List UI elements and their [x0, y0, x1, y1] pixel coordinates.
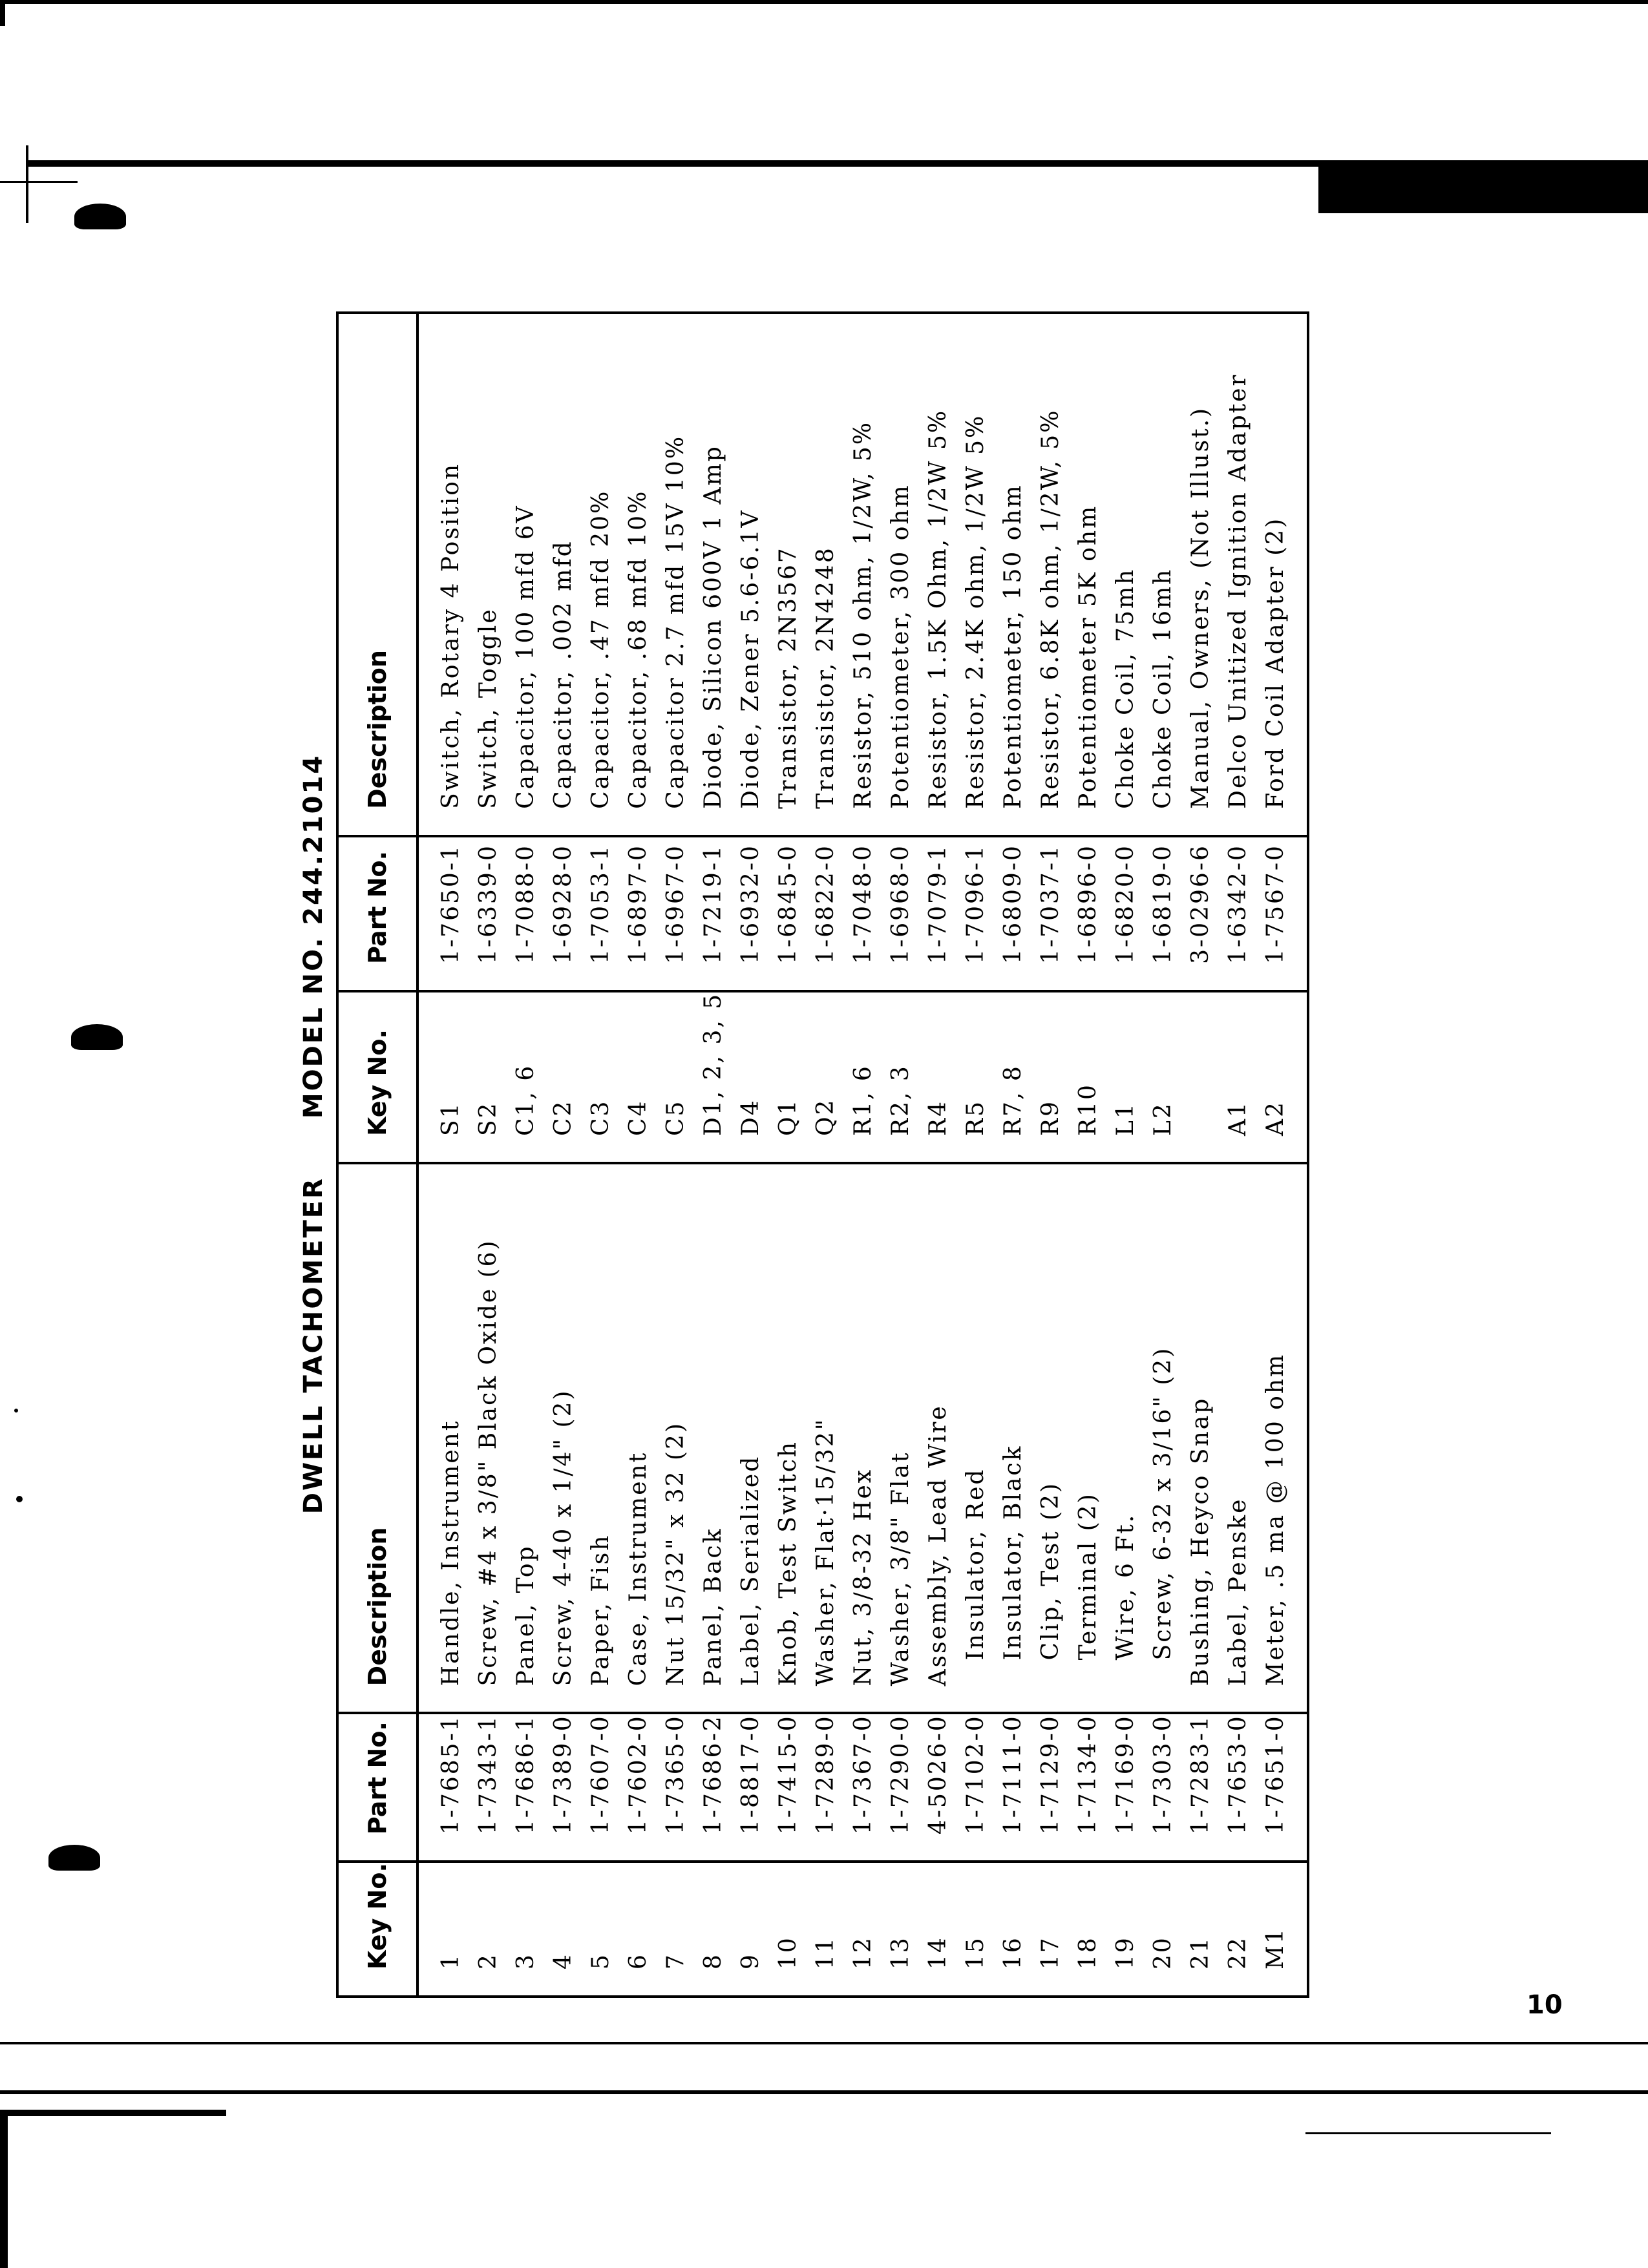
table-row	[1181, 313, 1219, 1163]
cell-part-no: 1-7653-0	[1219, 1713, 1256, 1862]
cell-key-no: R5	[956, 991, 994, 1163]
cell-description: Switch, Rotary 4 Position	[417, 313, 469, 836]
cell-part-no: 1-7283-1	[1181, 1713, 1219, 1862]
cell-part-no: 1-6342-0	[1219, 836, 1256, 991]
table-row	[469, 313, 507, 1163]
cell-key-no: Q2	[807, 991, 844, 1163]
cell-description: Handle, Instrument	[417, 1164, 469, 1713]
cell-key-no: R10	[1069, 991, 1106, 1163]
cell-description: Choke Coil, 75mh	[1106, 313, 1144, 836]
cell-key-no: S2	[469, 991, 507, 1163]
cell-part-no: 4-5026-0	[919, 1713, 956, 1862]
cell-key-no: R2, 3	[882, 991, 919, 1163]
cell-description: Resistor, 1.5K Ohm, 1/2W 5%	[919, 313, 956, 836]
title-left: DWELL TACHOMETER	[299, 1177, 328, 1515]
cell-description: Knob, Test Switch	[769, 1164, 807, 1713]
table-row	[507, 1164, 544, 1997]
cell-description	[1106, 1164, 1144, 1713]
cell-description	[1069, 1164, 1106, 1713]
cell-part-no: 1-7650-1	[417, 836, 469, 991]
table-row	[956, 313, 994, 1163]
cell-part-no: 1-7365-0	[657, 1713, 694, 1862]
cell-key-no	[1181, 991, 1219, 1163]
cell-part-no: 1-7567-0	[1256, 836, 1308, 991]
cell-part-no: 1-7389-0	[544, 1713, 582, 1862]
header-description: Description	[337, 313, 417, 836]
table-row	[1069, 313, 1106, 1163]
cell-description	[1144, 1164, 1181, 1713]
table-row	[619, 1164, 657, 1997]
cell-part-no: 1-7290-0	[882, 1713, 919, 1862]
cell-part-no: 1-7343-1	[469, 1713, 507, 1862]
table-row	[1144, 313, 1181, 1163]
table-row	[844, 1164, 882, 1997]
header-key-no: Key No.	[337, 1862, 417, 1997]
table-row	[956, 1164, 994, 1997]
table-row	[919, 313, 956, 1163]
cell-part-no: 1-7289-0	[807, 1713, 844, 1862]
cell-description: Label, Penske	[1219, 1164, 1256, 1713]
page-number: 10	[1527, 1990, 1563, 2020]
table-row	[1219, 313, 1256, 1163]
cell-key-no: A2	[1256, 991, 1308, 1163]
cell-part-no: 1-6822-0	[807, 836, 844, 991]
cell-part-no: 1-7134-0	[1069, 1713, 1106, 1862]
cell-description-text: Clip, Test (2)	[1037, 1481, 1064, 1661]
cell-key-no: C4	[619, 991, 657, 1163]
table-row	[544, 313, 582, 1163]
cell-key-no: 12	[849, 1936, 876, 1969]
parts-table-left	[336, 1164, 1309, 1998]
cell-description	[1031, 1164, 1069, 1713]
cell-key-no: R4	[919, 991, 956, 1163]
cell-description: Potentiometer, 150 ohm	[994, 313, 1031, 836]
cell-part-no: 1-6928-0	[544, 836, 582, 991]
cell-part-no: 1-6896-0	[1069, 836, 1106, 991]
cell-key-no: L2	[1144, 991, 1181, 1163]
table-row	[1106, 1164, 1144, 1997]
table-row	[417, 313, 469, 1163]
cell-key-no: S1	[417, 991, 469, 1163]
cell-part-no: 1-6819-0	[1144, 836, 1181, 991]
cell-key-no: C1, 6	[507, 991, 544, 1163]
cell-part-no: 1-7111-0	[994, 1713, 1031, 1862]
cell-part-no: 1-7037-1	[1031, 836, 1069, 991]
cell-key-no: C3	[582, 991, 619, 1163]
cell-part-no: 1-6820-0	[1106, 836, 1144, 991]
cell-description: Delco Unitized Ignition Adapter	[1219, 313, 1256, 836]
cell-description: Resistor, 6.8K ohm, 1/2W, 5%	[1031, 313, 1069, 836]
cell-description: Diode, Silicon 600V 1 Amp	[694, 313, 732, 836]
cell-key-no: 13	[887, 1936, 914, 1969]
cell-description: Capacitor, .002 mfd	[544, 313, 582, 836]
cell-part-no: 1-7607-0	[582, 1713, 619, 1862]
cell-key-no: 21	[1187, 1936, 1214, 1969]
cell-key-no: 9	[737, 1953, 764, 1969]
cell-part-no: 1-7048-0	[844, 836, 882, 991]
table-row	[807, 1164, 844, 1997]
cell-part-no: 3-0296-6	[1181, 836, 1219, 991]
table-row	[1219, 1164, 1256, 1997]
cell-part-no: 1-6845-0	[769, 836, 807, 991]
cell-key-no: 1	[437, 1953, 464, 1969]
cell-key-no: 14	[924, 1936, 951, 1969]
table-row	[882, 1164, 919, 1997]
cell-key-no: M1	[1262, 1927, 1289, 1969]
header-key-no: Key No.	[337, 991, 417, 1163]
cell-key-no: R7, 8	[994, 991, 1031, 1163]
table-row	[694, 313, 732, 1163]
cell-key-no: 18	[1074, 1936, 1101, 1969]
cell-description: Panel, Top	[507, 1164, 544, 1713]
table-row	[769, 1164, 807, 1997]
cell-description: Meter, .5 ma @ 100 ohm	[1256, 1164, 1308, 1713]
cell-description: Choke Coil, 16mh	[1144, 313, 1181, 836]
table-row	[732, 313, 769, 1163]
cell-part-no: 1-7079-1	[919, 836, 956, 991]
cell-description: Case, Instrument	[619, 1164, 657, 1713]
table-row	[994, 1164, 1031, 1997]
cell-description: Panel, Back	[694, 1164, 732, 1713]
table-row	[619, 313, 657, 1163]
cell-part-no: 1-7169-0	[1106, 1713, 1144, 1862]
cell-key-no: R9	[1031, 991, 1069, 1163]
cell-key-no: R1, 6	[844, 991, 882, 1163]
table-row	[1031, 313, 1069, 1163]
cell-part-no: 1-6339-0	[469, 836, 507, 991]
cell-key-no: 3	[512, 1953, 539, 1969]
table-row	[1106, 313, 1144, 1163]
cell-key-no: L1	[1106, 991, 1144, 1163]
cell-key-no: D1, 2, 3, 5	[694, 991, 732, 1163]
table-row	[544, 1164, 582, 1997]
cell-description: Washer, 3/8" Flat	[882, 1164, 919, 1713]
cell-part-no: 1-7219-1	[694, 836, 732, 991]
header-part-no: Part No.	[337, 1713, 417, 1862]
cell-description-text: Terminal (2)	[1074, 1492, 1101, 1661]
cell-key-no: 11	[812, 1936, 839, 1969]
cell-description: Manual, Owners, (Not Illust.)	[1181, 313, 1219, 836]
cell-key-no: 22	[1224, 1936, 1251, 1969]
cell-part-no: 1-6967-0	[657, 836, 694, 991]
table-row	[919, 1164, 956, 1997]
cell-description: Resistor, 2.4K ohm, 1/2W 5%	[956, 313, 994, 836]
cell-key-no: 7	[662, 1953, 689, 1969]
cell-key-no: 8	[699, 1953, 726, 1969]
cell-key-no: C5	[657, 991, 694, 1163]
parts-table-right	[336, 311, 1309, 1164]
cell-key-no: 5	[587, 1953, 614, 1969]
cell-description: Capacitor, 100 mfd 6V	[507, 313, 544, 836]
cell-description: Washer, Flat·15/32"	[807, 1164, 844, 1713]
cell-part-no: 1-7685-1	[417, 1713, 469, 1862]
cell-description: Label, Serialized	[732, 1164, 769, 1713]
cell-key-no: 2	[474, 1953, 502, 1969]
cell-key-no: 19	[1112, 1936, 1139, 1969]
cell-description-text: Insulator, Red	[962, 1467, 989, 1661]
cell-part-no: 1-7129-0	[1031, 1713, 1069, 1862]
table-row	[582, 313, 619, 1163]
cell-description: Nut 15/32" x 32 (2)	[657, 1164, 694, 1713]
cell-part-no: 1-6968-0	[882, 836, 919, 991]
cell-key-no: D4	[732, 991, 769, 1163]
table-row	[769, 313, 807, 1163]
cell-key-no: 6	[624, 1953, 651, 1969]
cell-description: Capacitor, .47 mfd 20%	[582, 313, 619, 836]
cell-description: Nut, 3/8-32 Hex	[844, 1164, 882, 1713]
cell-description-text: Screw, 6-32 x 3/16" (2)	[1149, 1346, 1176, 1661]
table-row	[1256, 313, 1308, 1163]
cell-part-no: 1-7303-0	[1144, 1713, 1181, 1862]
cell-key-no: A1	[1219, 991, 1256, 1163]
title-right: MODEL NO. 244.21014	[299, 753, 328, 1119]
cell-description: Assembly, Lead Wire	[919, 1164, 956, 1713]
cell-part-no: 1-7686-2	[694, 1713, 732, 1862]
cell-part-no: 1-7096-1	[956, 836, 994, 991]
cell-description	[994, 1164, 1031, 1713]
table-row	[1256, 1164, 1308, 1997]
table-row	[1144, 1164, 1181, 1997]
cell-key-no: C2	[544, 991, 582, 1163]
cell-part-no: 1-8817-0	[732, 1713, 769, 1862]
cell-key-no: 20	[1149, 1936, 1176, 1969]
cell-part-no: 1-7053-1	[582, 836, 619, 991]
page-title	[299, 0, 328, 2268]
cell-description: Ford Coil Adapter (2)	[1256, 313, 1308, 836]
cell-description: Transistor, 2N3567	[769, 313, 807, 836]
table-row	[1031, 1164, 1069, 1997]
cell-part-no: 1-6897-0	[619, 836, 657, 991]
cell-description: Paper, Fish	[582, 1164, 619, 1713]
cell-part-no: 1-7088-0	[507, 836, 544, 991]
cell-key-no: 15	[962, 1936, 989, 1969]
table-row	[732, 1164, 769, 1997]
cell-description-text: Insulator, Black	[999, 1444, 1026, 1661]
cell-description: Resistor, 510 ohm, 1/2W, 5%	[844, 313, 882, 836]
cell-part-no: 1-7686-1	[507, 1713, 544, 1862]
cell-description: Capacitor 2.7 mfd 15V 10%	[657, 313, 694, 836]
table-row	[507, 313, 544, 1163]
cell-description: Capacitor, .68 mfd 10%	[619, 313, 657, 836]
cell-key-no: 10	[774, 1936, 801, 1969]
cell-part-no: 1-7367-0	[844, 1713, 882, 1862]
table-row	[417, 1164, 469, 1997]
cell-description: Diode, Zener 5.6-6.1V	[732, 313, 769, 836]
cell-description: Screw, #4 x 3/8" Black Oxide (6)	[469, 1164, 507, 1713]
header-part-no: Part No.	[337, 836, 417, 991]
table-row	[882, 313, 919, 1163]
table-row	[994, 313, 1031, 1163]
cell-part-no: 1-7102-0	[956, 1713, 994, 1862]
cell-key-no: 16	[999, 1936, 1026, 1969]
table-row	[657, 313, 694, 1163]
header-description: Description	[337, 1164, 417, 1713]
cell-description: Screw, 4-40 x 1/4" (2)	[544, 1164, 582, 1713]
table-row	[1181, 1164, 1219, 1997]
cell-part-no: 1-7602-0	[619, 1713, 657, 1862]
cell-description-text: Wire, 6 Ft.	[1112, 1513, 1139, 1661]
cell-key-no: 4	[549, 1953, 576, 1969]
table-row	[1069, 1164, 1106, 1997]
table-row	[469, 1164, 507, 1997]
table-row	[657, 1164, 694, 1997]
cell-description: Switch, Toggle	[469, 313, 507, 836]
cell-key-no: 17	[1037, 1936, 1064, 1969]
table-row	[807, 313, 844, 1163]
table-row	[844, 313, 882, 1163]
cell-key-no: Q1	[769, 991, 807, 1163]
table-row	[582, 1164, 619, 1997]
cell-description	[956, 1164, 994, 1713]
cell-description: Potentiometer 5K ohm	[1069, 313, 1106, 836]
table-row	[694, 1164, 732, 1997]
cell-part-no: 1-7651-0	[1256, 1713, 1308, 1862]
cell-part-no: 1-6932-0	[732, 836, 769, 991]
cell-part-no: 1-7415-0	[769, 1713, 807, 1862]
cell-description: Transistor, 2N4248	[807, 313, 844, 836]
cell-description: Bushing, Heyco Snap	[1181, 1164, 1219, 1713]
cell-part-no: 1-6809-0	[994, 836, 1031, 991]
cell-description: Potentiometer, 300 ohm	[882, 313, 919, 836]
